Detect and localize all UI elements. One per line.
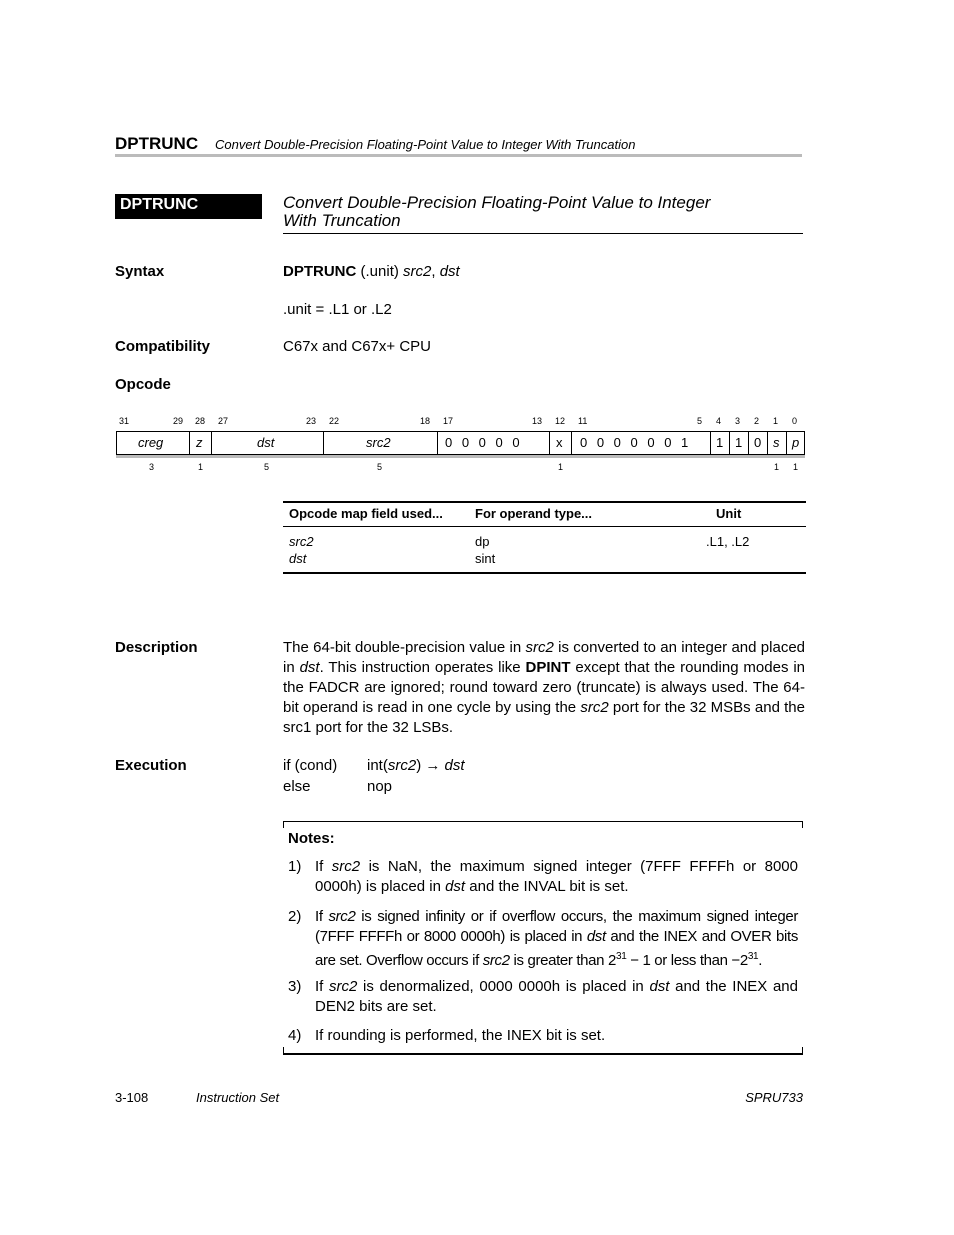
syntax-line xyxy=(283,263,460,280)
note-src2: src2 xyxy=(331,858,361,875)
note-item xyxy=(288,857,798,897)
bit-number: 18 xyxy=(420,416,431,426)
execution-cond: if (cond) xyxy=(283,757,338,774)
bit-number: 29 xyxy=(173,416,184,426)
table-cell-field: dst xyxy=(289,551,307,566)
note-text xyxy=(315,907,798,971)
bit-number: 0 xyxy=(792,416,798,426)
bit-number: 22 xyxy=(329,416,340,426)
field-op-11-5: 0 0 0 0 0 0 1 xyxy=(580,435,689,450)
instruction-tag: DPTRUNC xyxy=(115,194,262,219)
field-divider xyxy=(748,432,749,454)
field-divider xyxy=(549,432,550,454)
execution-nop: nop xyxy=(367,778,393,795)
field-z: z xyxy=(196,435,203,450)
notes-corner xyxy=(802,821,803,828)
note-src2: src2 xyxy=(482,952,510,969)
notes-corner xyxy=(283,821,284,828)
desc-text: port for the 32 MSBs and the src1 port for the 32 LSBs. xyxy=(283,699,805,736)
exec-text: int( xyxy=(367,757,388,774)
note-dst: dst xyxy=(649,978,670,995)
title-rule xyxy=(283,233,803,234)
field-width: 1 xyxy=(558,462,564,472)
desc-text: . This instruction operates like xyxy=(319,659,526,676)
field-divider xyxy=(189,432,190,454)
desc-src2: src2 xyxy=(580,699,609,716)
note-span: is denormalized, 0000 0000h is placed in xyxy=(357,978,650,995)
field-width: 3 xyxy=(149,462,155,472)
note-span: . xyxy=(758,952,763,969)
title-line-1: Convert Double-Precision Floating-Point Value to Integer xyxy=(283,193,711,212)
opcode-label: Opcode xyxy=(115,376,171,393)
field-divider xyxy=(323,432,324,454)
execution-operation xyxy=(367,757,465,774)
table-header-field: Opcode map field used... xyxy=(289,506,443,521)
notes-top-rule xyxy=(283,821,803,822)
bit-number: 28 xyxy=(195,416,206,426)
bit-number: 3 xyxy=(735,416,741,426)
bit-number: 17 xyxy=(443,416,454,426)
note-span: If xyxy=(315,978,329,995)
note-dst: dst xyxy=(445,878,466,895)
header-rule xyxy=(115,154,802,157)
bit-number: 13 xyxy=(532,416,543,426)
field-width: 1 xyxy=(774,462,780,472)
table-cell-field: src2 xyxy=(289,534,314,549)
note-src2: src2 xyxy=(328,908,356,925)
note-number: 3) xyxy=(288,978,302,995)
opcode-box-shadow xyxy=(116,455,805,458)
desc-dst: dst xyxy=(299,659,320,676)
field-zeros-17-13: 0 0 0 0 0 xyxy=(445,435,520,450)
field-divider xyxy=(767,432,768,454)
note-span: is greater than 2 xyxy=(509,952,616,969)
bit-number: 12 xyxy=(555,416,566,426)
table-bottom-rule xyxy=(283,572,806,574)
field-creg: creg xyxy=(138,435,164,450)
note-span: and the INEX and OVER bits are set. Overflow occurs if xyxy=(315,928,798,969)
syntax-comma: , xyxy=(431,263,440,280)
table-header-rule xyxy=(283,526,806,527)
note-exponent: 31 xyxy=(747,951,759,962)
note-number: 1) xyxy=(288,858,302,875)
instruction-title xyxy=(283,194,710,230)
desc-src2: src2 xyxy=(525,639,554,656)
note-text xyxy=(315,977,798,1017)
note-span: and the INVAL bit is set. xyxy=(465,878,629,895)
table-cell-type: sint xyxy=(475,551,496,566)
note-span: and the INEX and DEN2 bits are set. xyxy=(315,978,798,1015)
description-label: Description xyxy=(115,639,198,656)
note-item xyxy=(288,1026,798,1046)
table-header-unit: Unit xyxy=(716,506,742,521)
syntax-src: src2 xyxy=(403,263,432,280)
note-span: is NaN, the maximum signed integer (7FFF FFFFh or 8000 0000h) is placed in xyxy=(315,858,798,895)
field-p: p xyxy=(792,435,800,450)
note-span: If xyxy=(315,908,329,925)
compatibility-label: Compatibility xyxy=(115,338,211,355)
footer-page-number: 3-108 xyxy=(115,1090,149,1105)
field-width: 1 xyxy=(793,462,799,472)
field-divider xyxy=(437,432,438,454)
syntax-unit: (.unit) xyxy=(356,263,404,280)
bit-number: 1 xyxy=(773,416,779,426)
desc-text: except that the rounding modes in the FADCR are ignored; round toward zero (truncate) is always used. The 64-bit operand is read in one cycle by using the xyxy=(283,659,806,716)
bit-number: 11 xyxy=(578,416,588,426)
note-src2: src2 xyxy=(329,978,358,995)
title-line-2: With Truncation xyxy=(283,211,401,230)
field-divider xyxy=(710,432,711,454)
bit-number: 31 xyxy=(119,416,130,426)
table-top-rule xyxy=(283,501,806,503)
syntax-dst: dst xyxy=(439,263,460,280)
footer-section: Instruction Set xyxy=(196,1090,280,1105)
desc-text: is converted to an integer and placed in xyxy=(283,639,806,676)
footer-doc-id: SPRU733 xyxy=(745,1090,803,1105)
note-text: If rounding is performed, the INEX bit is set. xyxy=(315,1027,606,1044)
field-dst: dst xyxy=(257,435,275,450)
field-bit-4: 1 xyxy=(716,435,724,450)
description-text xyxy=(283,638,805,738)
desc-dpint: DPINT xyxy=(525,659,571,676)
bit-number: 23 xyxy=(306,416,317,426)
execution-label: Execution xyxy=(115,757,187,774)
field-width: 5 xyxy=(264,462,270,472)
note-item xyxy=(288,907,798,971)
bit-number: 2 xyxy=(754,416,760,426)
note-text xyxy=(315,857,798,897)
running-header-mnemonic: DPTRUNC xyxy=(115,134,199,153)
note-span: is signed infinity or if overflow occurs, the maximum signed integer (7FFF FFFFh or 8000 0000h) is placed in xyxy=(315,908,798,945)
note-dst: dst xyxy=(586,928,606,945)
field-s: s xyxy=(773,435,780,450)
note-number: 4) xyxy=(288,1027,302,1044)
notes-heading: Notes: xyxy=(288,830,335,847)
field-bit-2: 0 xyxy=(754,435,762,450)
exec-dst: dst xyxy=(444,757,465,774)
syntax-mnemonic: DPTRUNC xyxy=(283,263,357,280)
bit-number: 27 xyxy=(218,416,229,426)
desc-text: The 64-bit double-precision value in xyxy=(283,639,526,656)
bit-number: 4 xyxy=(716,416,722,426)
field-divider xyxy=(786,432,787,454)
field-divider xyxy=(571,432,572,454)
compatibility-value: C67x and C67x+ CPU xyxy=(283,338,431,355)
table-cell-unit: .L1, .L2 xyxy=(706,534,750,549)
field-width: 1 xyxy=(198,462,204,472)
note-exponent: 31 xyxy=(615,951,627,962)
note-item xyxy=(288,977,798,1017)
note-number: 2) xyxy=(288,908,302,925)
field-x: x xyxy=(556,435,563,450)
exec-text: ) → xyxy=(416,757,445,774)
syntax-unit-line: .unit = .L1 or .L2 xyxy=(283,301,392,318)
table-header-type: For operand type... xyxy=(475,506,593,521)
field-src2: src2 xyxy=(366,435,391,450)
field-divider xyxy=(211,432,212,454)
exec-src2: src2 xyxy=(387,757,417,774)
field-divider xyxy=(729,432,730,454)
field-bit-3: 1 xyxy=(735,435,743,450)
note-span: If xyxy=(315,858,332,875)
notes-bottom-rule xyxy=(283,1053,803,1055)
syntax-label: Syntax xyxy=(115,263,165,280)
note-span: − 1 or less than −2 xyxy=(626,952,748,969)
execution-else: else xyxy=(283,778,311,795)
running-header-subtitle: Convert Double-Precision Floating-Point Value to Integer With Truncation xyxy=(215,137,636,152)
bit-number: 5 xyxy=(697,416,703,426)
table-cell-type: dp xyxy=(475,534,490,549)
field-width: 5 xyxy=(377,462,383,472)
